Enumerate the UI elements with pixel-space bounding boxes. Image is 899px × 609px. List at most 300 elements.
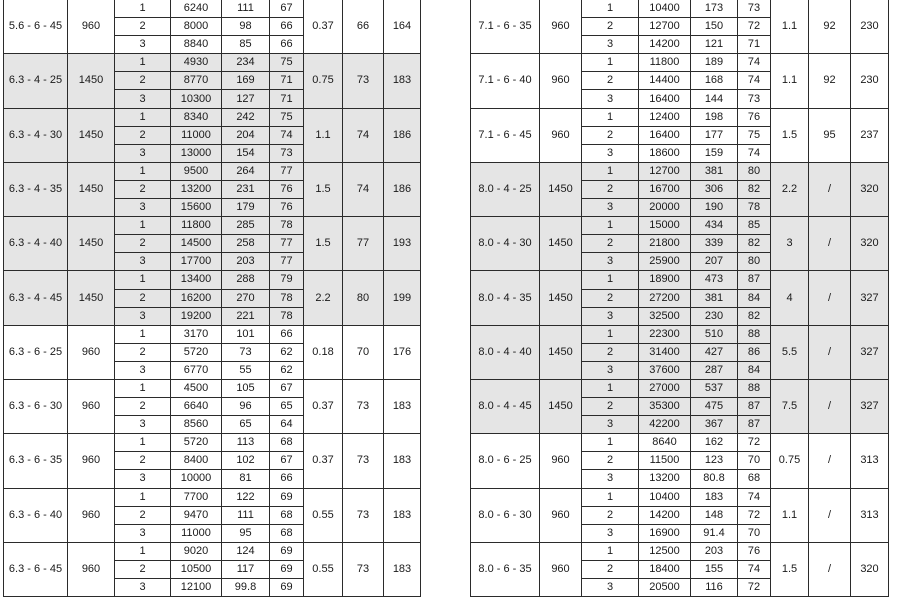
weight-cell: 237 <box>851 108 889 162</box>
pressure-cell: 98 <box>222 18 270 36</box>
table-row <box>471 271 889 289</box>
position-cell: 2 <box>115 343 171 361</box>
sound-cell: 74 <box>738 144 771 162</box>
model-cell: 6.3 - 6 - 25 <box>4 325 68 379</box>
noise-cell: 95 <box>809 108 851 162</box>
power-cell: 0.75 <box>304 54 343 108</box>
position-cell: 2 <box>115 72 171 90</box>
sound-cell: 78 <box>270 307 304 325</box>
sound-cell: 72 <box>738 579 771 597</box>
pressure-cell: 124 <box>222 542 270 560</box>
sound-cell: 87 <box>738 416 771 434</box>
pressure-cell: 230 <box>691 307 738 325</box>
flow-cell: 9020 <box>171 542 222 560</box>
spec-table-right-body <box>471 0 889 597</box>
sound-cell: 74 <box>738 72 771 90</box>
power-cell: 4 <box>771 271 809 325</box>
position-cell: 3 <box>582 90 639 108</box>
sound-cell: 85 <box>738 217 771 235</box>
flow-cell: 27200 <box>639 289 691 307</box>
position-cell: 2 <box>115 235 171 253</box>
speed-cell: 960 <box>68 379 115 433</box>
position-cell: 3 <box>582 361 639 379</box>
pressure-cell: 101 <box>222 325 270 343</box>
sound-cell: 74 <box>270 126 304 144</box>
power-cell: 7.5 <box>771 379 809 433</box>
flow-cell: 7700 <box>171 488 222 506</box>
pressure-cell: 121 <box>691 36 738 54</box>
sound-cell: 76 <box>270 180 304 198</box>
model-cell: 7.1 - 6 - 40 <box>471 54 540 108</box>
position-cell: 2 <box>115 398 171 416</box>
noise-cell: / <box>809 542 851 596</box>
noise-cell: 92 <box>809 0 851 54</box>
table-row <box>4 434 421 452</box>
flow-cell: 11000 <box>171 126 222 144</box>
flow-cell: 11000 <box>171 524 222 542</box>
pressure-cell: 475 <box>691 398 738 416</box>
position-cell: 1 <box>115 217 171 235</box>
weight-cell: 320 <box>851 217 889 271</box>
flow-cell: 9470 <box>171 506 222 524</box>
sound-cell: 69 <box>270 542 304 560</box>
speed-cell: 1450 <box>68 217 115 271</box>
noise-cell: 70 <box>343 325 384 379</box>
pressure-cell: 381 <box>691 162 738 180</box>
flow-cell: 13200 <box>171 180 222 198</box>
weight-cell: 199 <box>384 271 421 325</box>
power-cell: 2.2 <box>304 271 343 325</box>
sound-cell: 77 <box>270 253 304 271</box>
pressure-cell: 258 <box>222 235 270 253</box>
model-cell: 8.0 - 6 - 25 <box>471 434 540 488</box>
sound-cell: 62 <box>270 343 304 361</box>
noise-cell: 77 <box>343 217 384 271</box>
model-cell: 7.1 - 6 - 45 <box>471 108 540 162</box>
flow-cell: 13200 <box>639 470 691 488</box>
model-cell: 8.0 - 4 - 45 <box>471 379 540 433</box>
table-row <box>471 54 889 72</box>
sound-cell: 79 <box>270 271 304 289</box>
pressure-cell: 198 <box>691 108 738 126</box>
weight-cell: 183 <box>384 542 421 596</box>
flow-cell: 19200 <box>171 307 222 325</box>
sound-cell: 87 <box>738 271 771 289</box>
position-cell: 1 <box>115 325 171 343</box>
power-cell: 1.5 <box>304 217 343 271</box>
power-cell: 0.37 <box>304 0 343 54</box>
sound-cell: 73 <box>738 0 771 18</box>
pressure-cell: 434 <box>691 217 738 235</box>
flow-cell: 4930 <box>171 54 222 72</box>
pressure-cell: 91.4 <box>691 524 738 542</box>
position-cell: 2 <box>582 126 639 144</box>
sound-cell: 68 <box>270 434 304 452</box>
position-cell: 2 <box>115 506 171 524</box>
weight-cell: 327 <box>851 271 889 325</box>
position-cell: 1 <box>582 325 639 343</box>
flow-cell: 14200 <box>639 506 691 524</box>
position-cell: 3 <box>115 361 171 379</box>
sound-cell: 62 <box>270 361 304 379</box>
flow-cell: 16700 <box>639 180 691 198</box>
sound-cell: 74 <box>738 54 771 72</box>
speed-cell: 1450 <box>540 325 582 379</box>
position-cell: 1 <box>582 217 639 235</box>
sound-cell: 71 <box>738 36 771 54</box>
flow-cell: 18900 <box>639 271 691 289</box>
flow-cell: 8840 <box>171 36 222 54</box>
table-row <box>4 54 421 72</box>
flow-cell: 6640 <box>171 398 222 416</box>
speed-cell: 960 <box>540 108 582 162</box>
model-cell: 8.0 - 6 - 30 <box>471 488 540 542</box>
pressure-cell: 234 <box>222 54 270 72</box>
table-row <box>471 162 889 180</box>
sound-cell: 75 <box>738 126 771 144</box>
noise-cell: 73 <box>343 434 384 488</box>
pressure-cell: 95 <box>222 524 270 542</box>
flow-cell: 4500 <box>171 379 222 397</box>
model-cell: 8.0 - 4 - 35 <box>471 271 540 325</box>
spec-table-left <box>3 0 421 597</box>
power-cell: 3 <box>771 217 809 271</box>
sound-cell: 88 <box>738 325 771 343</box>
sound-cell: 82 <box>738 307 771 325</box>
flow-cell: 16900 <box>639 524 691 542</box>
position-cell: 1 <box>115 434 171 452</box>
pressure-cell: 183 <box>691 488 738 506</box>
power-cell: 1.1 <box>304 108 343 162</box>
flow-cell: 8400 <box>171 452 222 470</box>
pressure-cell: 287 <box>691 361 738 379</box>
weight-cell: 183 <box>384 488 421 542</box>
flow-cell: 22300 <box>639 325 691 343</box>
pressure-cell: 221 <box>222 307 270 325</box>
pressure-cell: 473 <box>691 271 738 289</box>
weight-cell: 186 <box>384 108 421 162</box>
pressure-cell: 288 <box>222 271 270 289</box>
noise-cell: 73 <box>343 54 384 108</box>
model-cell: 6.3 - 4 - 25 <box>4 54 68 108</box>
pressure-cell: 116 <box>691 579 738 597</box>
noise-cell: / <box>809 162 851 216</box>
flow-cell: 14500 <box>171 235 222 253</box>
sound-cell: 76 <box>738 542 771 560</box>
weight-cell: 313 <box>851 434 889 488</box>
position-cell: 3 <box>115 470 171 488</box>
pressure-cell: 99.8 <box>222 579 270 597</box>
speed-cell: 1450 <box>540 271 582 325</box>
sound-cell: 68 <box>270 506 304 524</box>
power-cell: 1.5 <box>771 542 809 596</box>
speed-cell: 1450 <box>540 217 582 271</box>
flow-cell: 5720 <box>171 343 222 361</box>
flow-cell: 18400 <box>639 560 691 578</box>
flow-cell: 10300 <box>171 90 222 108</box>
position-cell: 2 <box>582 452 639 470</box>
position-cell: 2 <box>582 235 639 253</box>
model-cell: 8.0 - 6 - 35 <box>471 542 540 596</box>
flow-cell: 10400 <box>639 0 691 18</box>
weight-cell: 186 <box>384 162 421 216</box>
pressure-cell: 162 <box>691 434 738 452</box>
position-cell: 3 <box>115 253 171 271</box>
sound-cell: 78 <box>270 289 304 307</box>
flow-cell: 37600 <box>639 361 691 379</box>
flow-cell: 12700 <box>639 18 691 36</box>
position-cell: 1 <box>582 108 639 126</box>
weight-cell: 183 <box>384 379 421 433</box>
weight-cell: 193 <box>384 217 421 271</box>
model-cell: 8.0 - 4 - 40 <box>471 325 540 379</box>
pressure-cell: 189 <box>691 54 738 72</box>
weight-cell: 230 <box>851 0 889 54</box>
position-cell: 3 <box>582 199 639 217</box>
sound-cell: 73 <box>270 144 304 162</box>
pressure-cell: 203 <box>691 542 738 560</box>
position-cell: 3 <box>115 416 171 434</box>
speed-cell: 960 <box>540 542 582 596</box>
flow-cell: 21800 <box>639 235 691 253</box>
power-cell: 0.37 <box>304 434 343 488</box>
pressure-cell: 264 <box>222 162 270 180</box>
model-cell: 6.3 - 6 - 45 <box>4 542 68 596</box>
position-cell: 1 <box>115 379 171 397</box>
flow-cell: 8560 <box>171 416 222 434</box>
pressure-cell: 122 <box>222 488 270 506</box>
sound-cell: 77 <box>270 235 304 253</box>
power-cell: 5.5 <box>771 325 809 379</box>
pressure-cell: 427 <box>691 343 738 361</box>
noise-cell: / <box>809 217 851 271</box>
noise-cell: 92 <box>809 54 851 108</box>
position-cell: 1 <box>582 54 639 72</box>
noise-cell: 73 <box>343 488 384 542</box>
flow-cell: 6770 <box>171 361 222 379</box>
pressure-cell: 285 <box>222 217 270 235</box>
position-cell: 1 <box>115 108 171 126</box>
sound-cell: 72 <box>738 506 771 524</box>
sound-cell: 66 <box>270 325 304 343</box>
speed-cell: 960 <box>68 488 115 542</box>
flow-cell: 31400 <box>639 343 691 361</box>
position-cell: 3 <box>582 416 639 434</box>
position-cell: 3 <box>115 144 171 162</box>
flow-cell: 6240 <box>171 0 222 18</box>
position-cell: 2 <box>115 560 171 578</box>
table-row <box>4 162 421 180</box>
speed-cell: 960 <box>68 0 115 54</box>
power-cell: 1.5 <box>771 108 809 162</box>
sound-cell: 84 <box>738 361 771 379</box>
weight-cell: 327 <box>851 325 889 379</box>
speed-cell: 960 <box>540 488 582 542</box>
position-cell: 1 <box>582 379 639 397</box>
noise-cell: / <box>809 271 851 325</box>
sound-cell: 82 <box>738 235 771 253</box>
weight-cell: 183 <box>384 54 421 108</box>
speed-cell: 1450 <box>68 271 115 325</box>
position-cell: 2 <box>582 72 639 90</box>
table-row <box>471 108 889 126</box>
noise-cell: / <box>809 325 851 379</box>
pressure-cell: 173 <box>691 0 738 18</box>
position-cell: 2 <box>115 180 171 198</box>
sound-cell: 67 <box>270 0 304 18</box>
flow-cell: 8000 <box>171 18 222 36</box>
model-cell: 6.3 - 6 - 30 <box>4 379 68 433</box>
speed-cell: 960 <box>68 434 115 488</box>
sound-cell: 73 <box>738 90 771 108</box>
flow-cell: 14400 <box>639 72 691 90</box>
model-cell: 6.3 - 4 - 35 <box>4 162 68 216</box>
pressure-cell: 381 <box>691 289 738 307</box>
model-cell: 6.3 - 4 - 45 <box>4 271 68 325</box>
position-cell: 1 <box>115 0 171 18</box>
flow-cell: 32500 <box>639 307 691 325</box>
position-cell: 3 <box>115 579 171 597</box>
pressure-cell: 177 <box>691 126 738 144</box>
table-row <box>471 488 889 506</box>
position-cell: 3 <box>582 579 639 597</box>
flow-cell: 15000 <box>639 217 691 235</box>
model-cell: 6.3 - 4 - 30 <box>4 108 68 162</box>
power-cell: 1.1 <box>771 488 809 542</box>
power-cell: 0.75 <box>771 434 809 488</box>
sound-cell: 88 <box>738 379 771 397</box>
speed-cell: 960 <box>68 325 115 379</box>
power-cell: 0.18 <box>304 325 343 379</box>
noise-cell: / <box>809 379 851 433</box>
position-cell: 3 <box>115 90 171 108</box>
flow-cell: 18600 <box>639 144 691 162</box>
sound-cell: 87 <box>738 398 771 416</box>
sound-cell: 68 <box>270 524 304 542</box>
table-row <box>4 379 421 397</box>
sound-cell: 67 <box>270 452 304 470</box>
sound-cell: 74 <box>738 488 771 506</box>
flow-cell: 12700 <box>639 162 691 180</box>
flow-cell: 17700 <box>171 253 222 271</box>
flow-cell: 14200 <box>639 36 691 54</box>
sound-cell: 70 <box>738 452 771 470</box>
table-row <box>471 217 889 235</box>
sound-cell: 66 <box>270 470 304 488</box>
power-cell: 0.55 <box>304 542 343 596</box>
flow-cell: 12400 <box>639 108 691 126</box>
flow-cell: 12100 <box>171 579 222 597</box>
weight-cell: 320 <box>851 162 889 216</box>
pressure-cell: 242 <box>222 108 270 126</box>
sound-cell: 74 <box>738 560 771 578</box>
pressure-cell: 204 <box>222 126 270 144</box>
position-cell: 2 <box>582 398 639 416</box>
flow-cell: 8640 <box>639 434 691 452</box>
speed-cell: 960 <box>68 542 115 596</box>
sound-cell: 75 <box>270 108 304 126</box>
flow-cell: 8770 <box>171 72 222 90</box>
pressure-cell: 339 <box>691 235 738 253</box>
model-cell: 6.3 - 6 - 35 <box>4 434 68 488</box>
flow-cell: 10000 <box>171 470 222 488</box>
flow-cell: 11800 <box>639 54 691 72</box>
weight-cell: 313 <box>851 488 889 542</box>
position-cell: 1 <box>582 0 639 18</box>
pressure-cell: 159 <box>691 144 738 162</box>
flow-cell: 10400 <box>639 488 691 506</box>
power-cell: 0.37 <box>304 379 343 433</box>
flow-cell: 20500 <box>639 579 691 597</box>
sound-cell: 69 <box>270 560 304 578</box>
sound-cell: 78 <box>270 217 304 235</box>
position-cell: 2 <box>115 126 171 144</box>
table-row <box>4 271 421 289</box>
position-cell: 2 <box>582 343 639 361</box>
table-row <box>471 325 889 343</box>
position-cell: 3 <box>582 36 639 54</box>
sound-cell: 82 <box>738 180 771 198</box>
pressure-cell: 73 <box>222 343 270 361</box>
sound-cell: 66 <box>270 36 304 54</box>
noise-cell: 73 <box>343 542 384 596</box>
sound-cell: 71 <box>270 72 304 90</box>
speed-cell: 960 <box>540 54 582 108</box>
flow-cell: 20000 <box>639 199 691 217</box>
sound-cell: 65 <box>270 398 304 416</box>
table-row <box>4 325 421 343</box>
power-cell: 2.2 <box>771 162 809 216</box>
table-row <box>4 217 421 235</box>
position-cell: 3 <box>115 524 171 542</box>
flow-cell: 16200 <box>171 289 222 307</box>
position-cell: 2 <box>582 560 639 578</box>
sound-cell: 75 <box>270 54 304 72</box>
weight-cell: 164 <box>384 0 421 54</box>
speed-cell: 1450 <box>68 108 115 162</box>
pressure-cell: 123 <box>691 452 738 470</box>
position-cell: 3 <box>115 307 171 325</box>
pressure-cell: 102 <box>222 452 270 470</box>
speed-cell: 1450 <box>540 379 582 433</box>
model-cell: 7.1 - 6 - 35 <box>471 0 540 54</box>
spec-table-left-body <box>4 0 421 597</box>
position-cell: 1 <box>582 271 639 289</box>
sound-cell: 66 <box>270 18 304 36</box>
sound-cell: 69 <box>270 488 304 506</box>
model-cell: 6.3 - 4 - 40 <box>4 217 68 271</box>
position-cell: 1 <box>582 162 639 180</box>
sound-cell: 70 <box>738 524 771 542</box>
sound-cell: 77 <box>270 162 304 180</box>
model-cell: 6.3 - 6 - 40 <box>4 488 68 542</box>
flow-cell: 8340 <box>171 108 222 126</box>
pressure-cell: 537 <box>691 379 738 397</box>
sound-cell: 68 <box>738 470 771 488</box>
power-cell: 0.55 <box>304 488 343 542</box>
pressure-cell: 270 <box>222 289 270 307</box>
pressure-cell: 150 <box>691 18 738 36</box>
position-cell: 1 <box>115 488 171 506</box>
flow-cell: 3170 <box>171 325 222 343</box>
position-cell: 1 <box>115 54 171 72</box>
pressure-cell: 113 <box>222 434 270 452</box>
noise-cell: 80 <box>343 271 384 325</box>
sound-cell: 71 <box>270 90 304 108</box>
position-cell: 1 <box>115 162 171 180</box>
sound-cell: 64 <box>270 416 304 434</box>
sound-cell: 67 <box>270 379 304 397</box>
